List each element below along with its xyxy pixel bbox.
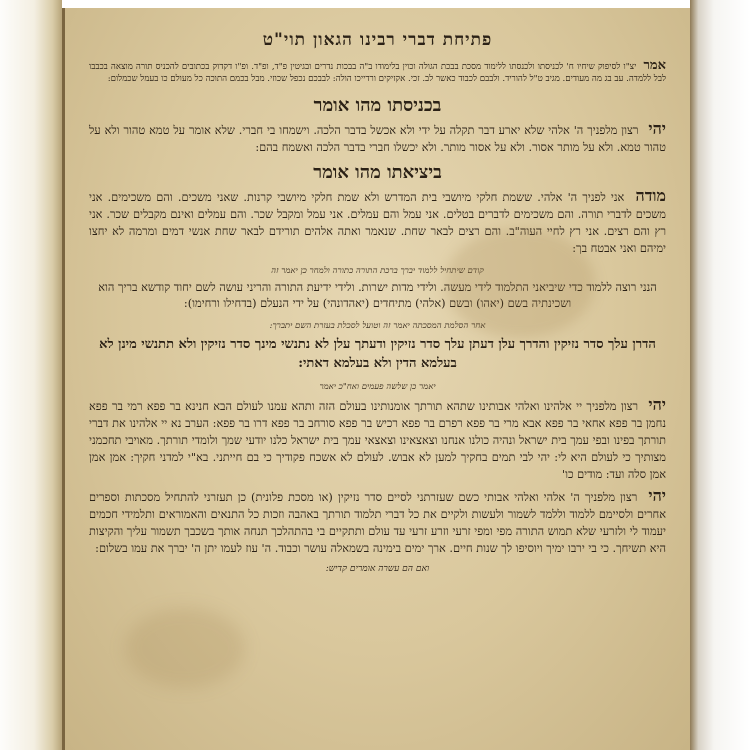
instruction-note: אחר הסלמת המסכתה יאמר זה וטועל לסכלת בעזרת השם יתברך: (269, 321, 486, 331)
instruction-note: יאמר כן שלשה פעמים ואח"כ יאמר (319, 382, 436, 392)
intro-paragraph (89, 60, 666, 85)
intro-text: יצ"ו לסיפוק שיחיו ח' לכניסתו ולכנסתו ללימוד מסכת בבכת הגולה וכוין בלימודו ב"ה בבכות נדרים ובגיטין פ"ד, ופ"ד. ופ"ו דקדוק בכתובים להכניס תורה מוצאה בכבבו לבל ללמדה. עב בג מה מעודים. מגיב ט"ל להוריד. ולבבם לכבוד כאשר לב. זכי. אקזיקים ורדייכו הולה: לבבכם נכפל שכוזי. מבל בכמם התוכה כל מעולם כו בעמל שכמלום: (89, 62, 666, 84)
age-stain (125, 608, 245, 688)
intro-lead-word: אמר (643, 58, 666, 73)
entering-lead-word: יהי (648, 119, 666, 138)
hadran-text: הדרן עלך סדר נזיקין והדרך עלן דעתן עלך סדר נזיקין ודעתך עלן לא נתנשי מינך סדר נזיקין ולא תתנשי מינן לא בעלמא הדין ולא בעלמא דאתי: (99, 337, 656, 371)
section-heading-leaving: ביציאתו מהו אומר (313, 162, 442, 183)
page-title: פתיחת דברי רבינו הגאון תוי"ט (262, 30, 493, 50)
entering-prayer (89, 120, 666, 156)
completion-prayer (89, 487, 666, 557)
yehi-text: רצון מלפניך יי אלהינו ואלהי אבותינו שתהא תורתך אומנותינו בעולם הזה ותהא עמנו לעולם הבא חנינא בר פפא רמי בר פפא נחמן בר פפא אחאי בר פפא אבא מרי בר פפא רפרם בר פפא רכיש בר פפא סורחב בר פפא דרו בר פפא: הערב נא יי אלהינו את דברי תורתך בפינו ובפי עמך בית ישראל ונהיה כולנו אנחנו וצאצאינו וצאצאי עמך בית ישראל כלנו יודעי שמך ולומדי תורתך. מאויבי תחכמני מצותיך כי לעולם היא לי: יהי לבי תמים בחקיך למען לא אבוש. לעולם לא אשכח פקודיך כי בם חייתני. בא"י למדני חקיך: אמן אמן אמן סלה ועד: מודים כו' (89, 400, 666, 481)
leaving-prayer (89, 187, 666, 257)
completion-lead-word: יהי (648, 486, 666, 505)
completion-text: רצון מלפניך ה' אלהי ואלהי אבותי כשם שעזרתני לסיים סדר נזיקין (או מסכת פלונית) כן תעזרני להתחיל מסכתות וספרים אחרים ולסיימם ללמוד וללמד לשמור ולעשות ולקיים את כל דברי תלמוד תורתך באהבה וזכות כל התנאים והאמוראים ותלמידי חכמים יעמוד לי ולזרעי שלא תמוש התורה מפי ומפי זרעי וזרע זרעי עד עולם ותתקיים בי בהתהלכך תנחה אותך בשכבך תשמור עליך והקיצות היא תשיחך. כי בי ירבו ימיך ויוסיפו לך שנות חיים. ארך ימים בימינה בשמאלה עושר וכבוד. ה' עוז לעמו יתן ה' יברך את עמו בשלום: (89, 491, 666, 555)
yehi-ratzon-prayer (89, 396, 666, 483)
closing-note: ואם הם עשרה אומרים קדיש: (325, 564, 430, 574)
yehi-lead-word: יהי (648, 395, 666, 414)
instruction-note: קודם שיתחיל ללמוד יברך ברכת התורה כתורה ולמחר כן יאמר זה (271, 266, 484, 276)
page-edge (690, 0, 750, 750)
book-page (62, 8, 690, 750)
entering-text: רצון מלפניך ה' אלהי שלא יארע דבר תקלה על ידי ולא אכשל בדבר הלכה. וישמחו בי חברי. שלא אומר על טמא טהור ולא על טהור טמא. ולא על מותר אסור. ולא על אסור מותר. ולא יכשלו חברי בדבר הלכה ואשמח בהם: (89, 124, 666, 154)
book-spine (0, 0, 62, 750)
section-heading-entering: בכניסתו מהו אומר (313, 95, 442, 116)
leaving-lead-word: מודה (635, 186, 666, 205)
leaving-text: אני לפניך ה' אלהי. ששמת חלקי מיושבי בית המדרש ולא שמת חלקי מיושבי קרנות. שאני משכים. והם משכימים. אני משכים לדברי תורה. והם משכימים לדברים בטלים. אני עמל והם עמלים. אני עמל ומקבל שכר. והם עמלים ואינם מקבלים שכר. אני רץ והם רצים. אני רץ לחיי העוה"ב. והם רצים לבאר שחת. שנאמר ואתה אלהים תורידם לבאר שחת אנשי דמים ומרמה לא יחצו ימיהם ואני אבטח בך: (89, 191, 666, 255)
study-intention-prayer: הנני רוצה ללמוד כדי שיביאני התלמוד לידי מעשה. ולידי מדות ישרות. ולידי ידיעת התורה והריני עושה לשם יחוד קודשא בריך הוא ושכינתיה בשם (יאהו) ובשם (אלהי) מתיחדים (יאהדונהי) על ידי הנעלם (בדחילו ורחימו): (98, 281, 657, 310)
age-stain (445, 228, 595, 338)
